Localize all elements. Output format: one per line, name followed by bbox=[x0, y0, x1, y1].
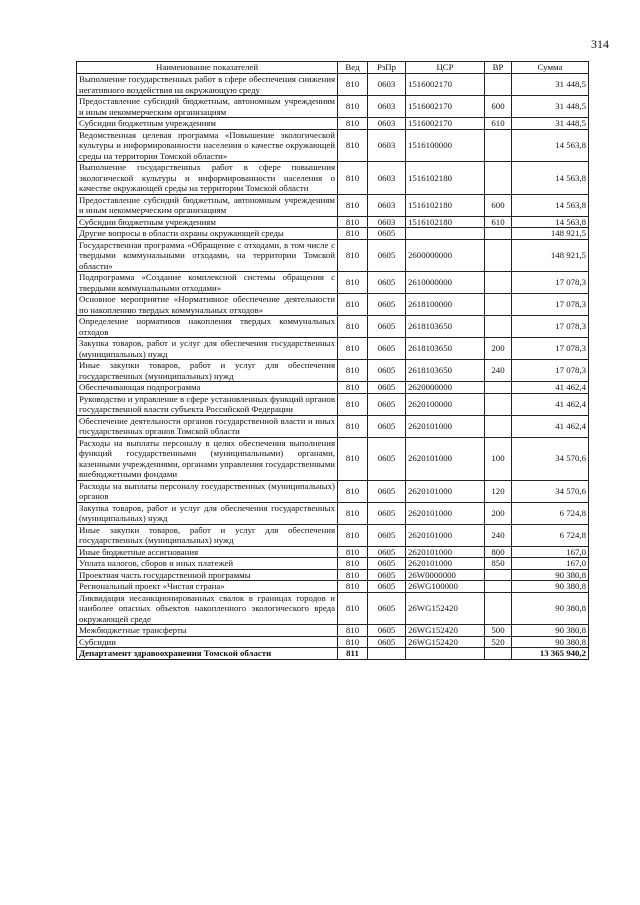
cell-sum: 90 380,8 bbox=[512, 636, 589, 648]
cell-ved: 810 bbox=[338, 569, 368, 581]
cell-vr: 800 bbox=[485, 546, 512, 558]
table-row bbox=[77, 294, 589, 316]
cell-ved: 810 bbox=[338, 216, 368, 228]
table-row bbox=[77, 437, 589, 480]
cell-rzpr: 0605 bbox=[368, 338, 406, 360]
cell-vr: 120 bbox=[485, 480, 512, 502]
cell-vr: 610 bbox=[485, 118, 512, 130]
table-row bbox=[77, 228, 589, 240]
cell-sum: 17 078,3 bbox=[512, 316, 589, 338]
cell-ved: 810 bbox=[338, 437, 368, 480]
cell-sum: 41 462,4 bbox=[512, 393, 589, 415]
cell-vr: 200 bbox=[485, 502, 512, 524]
cell-csr bbox=[406, 648, 485, 660]
cell-rzpr: 0605 bbox=[368, 636, 406, 648]
cell-rzpr: 0605 bbox=[368, 294, 406, 316]
cell-ved: 810 bbox=[338, 316, 368, 338]
cell-csr: 1516102180 bbox=[406, 162, 485, 195]
budget-table bbox=[76, 61, 589, 660]
cell-name: Ликвидация несанкционированных свалок в границах городов и наиболее опасных объектов накопленного экологического вреда окружающей среде bbox=[77, 592, 338, 625]
cell-name: Субсидии бюджетным учреждениям bbox=[77, 216, 338, 228]
cell-name: Закупка товаров, работ и услуг для обеспечения государственных (муниципальных) нужд bbox=[77, 338, 338, 360]
cell-name: Обеспечение деятельности органов государственной власти и иных государственных органов Томской области bbox=[77, 415, 338, 437]
cell-sum: 31 448,5 bbox=[512, 74, 589, 96]
cell-name: Ведомственная целевая программа «Повышение экологической культуры и информированности населения о качестве окружающей среды на территории Томской области» bbox=[77, 129, 338, 162]
table-row bbox=[77, 216, 589, 228]
cell-rzpr: 0605 bbox=[368, 569, 406, 581]
cell-ved: 810 bbox=[338, 194, 368, 216]
cell-rzpr: 0605 bbox=[368, 625, 406, 637]
cell-vr: 520 bbox=[485, 636, 512, 648]
page-number: 314 bbox=[591, 37, 609, 51]
cell-rzpr: 0603 bbox=[368, 96, 406, 118]
cell-ved: 810 bbox=[338, 239, 368, 272]
table-row bbox=[77, 625, 589, 637]
cell-csr: 2618103650 bbox=[406, 360, 485, 382]
table-row bbox=[77, 592, 589, 625]
table-row bbox=[77, 480, 589, 502]
table-row bbox=[77, 316, 589, 338]
cell-name: Расходы на выплаты персоналу в целях обеспечения выполнения функций государственными (муниципальными) органами, казенными учреждениями, органами управления государственными внебюджетными фондами bbox=[77, 437, 338, 480]
cell-csr: 2620101000 bbox=[406, 480, 485, 502]
cell-csr: 2620100000 bbox=[406, 393, 485, 415]
cell-vr: 600 bbox=[485, 96, 512, 118]
cell-name: Проектная часть государственной программы bbox=[77, 569, 338, 581]
cell-ved: 810 bbox=[338, 502, 368, 524]
cell-vr bbox=[485, 382, 512, 394]
cell-ved: 810 bbox=[338, 272, 368, 294]
cell-sum: 41 462,4 bbox=[512, 382, 589, 394]
cell-sum: 148 921,5 bbox=[512, 239, 589, 272]
cell-rzpr: 0605 bbox=[368, 360, 406, 382]
cell-sum: 90 380,8 bbox=[512, 569, 589, 581]
cell-csr: 26WG152420 bbox=[406, 636, 485, 648]
cell-sum: 90 380,8 bbox=[512, 625, 589, 637]
cell-csr: 2620101000 bbox=[406, 502, 485, 524]
cell-name: Предоставление субсидий бюджетным, автономным учреждениям и иным некоммерческим организациям bbox=[77, 96, 338, 118]
table-row bbox=[77, 74, 589, 96]
cell-sum: 90 380,8 bbox=[512, 581, 589, 593]
cell-sum: 167,0 bbox=[512, 558, 589, 570]
header-name: Наименование показателей bbox=[77, 62, 338, 74]
cell-name: Закупка товаров, работ и услуг для обеспечения государственных (муниципальных) нужд bbox=[77, 502, 338, 524]
cell-vr bbox=[485, 592, 512, 625]
header-ved: Вед bbox=[338, 62, 368, 74]
table-row bbox=[77, 558, 589, 570]
cell-rzpr: 0605 bbox=[368, 393, 406, 415]
cell-sum: 41 462,4 bbox=[512, 415, 589, 437]
cell-vr bbox=[485, 129, 512, 162]
table-row bbox=[77, 239, 589, 272]
cell-rzpr: 0605 bbox=[368, 415, 406, 437]
table-row bbox=[77, 524, 589, 546]
table-row bbox=[77, 382, 589, 394]
cell-csr: 26WG152420 bbox=[406, 625, 485, 637]
total-row bbox=[77, 648, 589, 660]
cell-rzpr: 0603 bbox=[368, 162, 406, 195]
cell-name: Уплата налогов, сборов и иных платежей bbox=[77, 558, 338, 570]
cell-vr bbox=[485, 648, 512, 660]
cell-vr bbox=[485, 239, 512, 272]
cell-name: Субсидии бюджетным учреждениям bbox=[77, 118, 338, 130]
cell-csr: 1516002170 bbox=[406, 74, 485, 96]
cell-sum: 31 448,5 bbox=[512, 96, 589, 118]
cell-rzpr: 0603 bbox=[368, 216, 406, 228]
cell-sum: 90 380,8 bbox=[512, 592, 589, 625]
table-row bbox=[77, 393, 589, 415]
cell-vr bbox=[485, 228, 512, 240]
cell-name: Государственная программа «Обращение с отходами, в том числе с твердыми коммунальными отходами, на территории Томской области» bbox=[77, 239, 338, 272]
cell-csr: 26WG100000 bbox=[406, 581, 485, 593]
table-row bbox=[77, 502, 589, 524]
cell-csr: 1516002170 bbox=[406, 118, 485, 130]
cell-name: Выполнение государственных работ в сфере обеспечения снижения негативного воздействия на окружающую среду bbox=[77, 74, 338, 96]
cell-rzpr: 0605 bbox=[368, 382, 406, 394]
cell-rzpr bbox=[368, 648, 406, 660]
cell-name: Выполнение государственных работ в сфере повышения экологической культуры и информированности населения о качестве окружающей среды на территории Томской области bbox=[77, 162, 338, 195]
cell-sum: 34 570,6 bbox=[512, 480, 589, 502]
cell-name: Иные закупки товаров, работ и услуг для обеспечения государственных (муниципальных) нужд bbox=[77, 524, 338, 546]
cell-vr bbox=[485, 162, 512, 195]
cell-ved: 810 bbox=[338, 393, 368, 415]
cell-vr bbox=[485, 316, 512, 338]
table-header-row bbox=[77, 62, 589, 74]
cell-name: Департамент здравоохранения Томской области bbox=[77, 648, 338, 660]
header-sum: Сумма bbox=[512, 62, 589, 74]
cell-rzpr: 0605 bbox=[368, 592, 406, 625]
cell-name: Основное мероприятие «Нормативное обеспечение деятельности по накоплению твердых коммунальных отходов» bbox=[77, 294, 338, 316]
cell-vr bbox=[485, 272, 512, 294]
table-row bbox=[77, 129, 589, 162]
cell-vr: 610 bbox=[485, 216, 512, 228]
cell-csr: 1516102180 bbox=[406, 216, 485, 228]
cell-rzpr: 0605 bbox=[368, 239, 406, 272]
cell-csr: 2600000000 bbox=[406, 239, 485, 272]
header-csr: ЦСР bbox=[406, 62, 485, 74]
table-body bbox=[77, 74, 589, 660]
cell-sum: 17 078,3 bbox=[512, 272, 589, 294]
cell-ved: 810 bbox=[338, 415, 368, 437]
cell-ved: 810 bbox=[338, 581, 368, 593]
cell-vr bbox=[485, 415, 512, 437]
cell-rzpr: 0603 bbox=[368, 194, 406, 216]
cell-vr: 100 bbox=[485, 437, 512, 480]
cell-rzpr: 0603 bbox=[368, 129, 406, 162]
cell-sum: 17 078,3 bbox=[512, 360, 589, 382]
table-row bbox=[77, 360, 589, 382]
cell-sum: 34 570,6 bbox=[512, 437, 589, 480]
cell-ved: 810 bbox=[338, 129, 368, 162]
cell-csr: 2620101000 bbox=[406, 437, 485, 480]
cell-vr: 200 bbox=[485, 338, 512, 360]
cell-rzpr: 0603 bbox=[368, 118, 406, 130]
table-row bbox=[77, 338, 589, 360]
cell-vr bbox=[485, 74, 512, 96]
cell-rzpr: 0605 bbox=[368, 480, 406, 502]
cell-name: Региональный проект «Чистая страна» bbox=[77, 581, 338, 593]
cell-ved: 810 bbox=[338, 228, 368, 240]
table-row bbox=[77, 96, 589, 118]
cell-sum: 14 563,8 bbox=[512, 129, 589, 162]
header-vr: ВР bbox=[485, 62, 512, 74]
cell-vr bbox=[485, 393, 512, 415]
table-row bbox=[77, 118, 589, 130]
cell-csr: 1516002170 bbox=[406, 96, 485, 118]
cell-rzpr: 0603 bbox=[368, 74, 406, 96]
cell-name: Обеспечивающая подпрограмма bbox=[77, 382, 338, 394]
cell-csr: 2618100000 bbox=[406, 294, 485, 316]
cell-csr: 26W0000000 bbox=[406, 569, 485, 581]
cell-csr: 2610000000 bbox=[406, 272, 485, 294]
cell-vr bbox=[485, 581, 512, 593]
cell-ved: 810 bbox=[338, 558, 368, 570]
cell-name: Другие вопросы в области охраны окружающей среды bbox=[77, 228, 338, 240]
cell-csr: 2618103650 bbox=[406, 316, 485, 338]
cell-rzpr: 0605 bbox=[368, 502, 406, 524]
cell-ved: 810 bbox=[338, 480, 368, 502]
cell-csr: 1516100000 bbox=[406, 129, 485, 162]
cell-ved: 811 bbox=[338, 648, 368, 660]
cell-csr: 2620101000 bbox=[406, 546, 485, 558]
cell-ved: 810 bbox=[338, 162, 368, 195]
cell-sum: 167,0 bbox=[512, 546, 589, 558]
cell-sum: 14 563,8 bbox=[512, 162, 589, 195]
table-row bbox=[77, 569, 589, 581]
cell-ved: 810 bbox=[338, 625, 368, 637]
cell-vr: 240 bbox=[485, 360, 512, 382]
cell-rzpr: 0605 bbox=[368, 228, 406, 240]
table-row bbox=[77, 546, 589, 558]
header-rzpr: РзПр bbox=[368, 62, 406, 74]
cell-rzpr: 0605 bbox=[368, 524, 406, 546]
cell-csr: 26WG152420 bbox=[406, 592, 485, 625]
cell-ved: 810 bbox=[338, 74, 368, 96]
cell-sum: 17 078,3 bbox=[512, 338, 589, 360]
cell-ved: 810 bbox=[338, 360, 368, 382]
cell-name: Иные закупки товаров, работ и услуг для обеспечения государственных (муниципальных) нужд bbox=[77, 360, 338, 382]
cell-rzpr: 0605 bbox=[368, 546, 406, 558]
table-row bbox=[77, 272, 589, 294]
cell-name: Предоставление субсидий бюджетным, автономным учреждениям и иным некоммерческим организациям bbox=[77, 194, 338, 216]
cell-csr: 2620101000 bbox=[406, 415, 485, 437]
cell-ved: 810 bbox=[338, 382, 368, 394]
cell-ved: 810 bbox=[338, 294, 368, 316]
table-row bbox=[77, 162, 589, 195]
cell-ved: 810 bbox=[338, 592, 368, 625]
cell-vr bbox=[485, 569, 512, 581]
cell-rzpr: 0605 bbox=[368, 581, 406, 593]
table-row bbox=[77, 194, 589, 216]
cell-name: Руководство и управление в сфере установленных функций органов государственной власти субъекта Российской Федерации bbox=[77, 393, 338, 415]
table-row bbox=[77, 415, 589, 437]
cell-name: Иные бюджетные ассигнования bbox=[77, 546, 338, 558]
cell-ved: 810 bbox=[338, 546, 368, 558]
cell-rzpr: 0605 bbox=[368, 558, 406, 570]
cell-sum: 13 365 940,2 bbox=[512, 648, 589, 660]
cell-vr: 240 bbox=[485, 524, 512, 546]
cell-ved: 810 bbox=[338, 338, 368, 360]
cell-sum: 14 563,8 bbox=[512, 194, 589, 216]
cell-sum: 31 448,5 bbox=[512, 118, 589, 130]
table-row bbox=[77, 636, 589, 648]
cell-name: Расходы на выплаты персоналу государственных (муниципальных) органов bbox=[77, 480, 338, 502]
cell-vr: 850 bbox=[485, 558, 512, 570]
cell-sum: 17 078,3 bbox=[512, 294, 589, 316]
cell-csr: 2620101000 bbox=[406, 558, 485, 570]
cell-ved: 810 bbox=[338, 636, 368, 648]
cell-ved: 810 bbox=[338, 524, 368, 546]
cell-csr: 2618103650 bbox=[406, 338, 485, 360]
cell-rzpr: 0605 bbox=[368, 272, 406, 294]
cell-name: Межбюджетные трансферты bbox=[77, 625, 338, 637]
cell-rzpr: 0605 bbox=[368, 316, 406, 338]
cell-sum: 6 724,8 bbox=[512, 524, 589, 546]
cell-ved: 810 bbox=[338, 118, 368, 130]
cell-rzpr: 0605 bbox=[368, 437, 406, 480]
cell-csr: 2620101000 bbox=[406, 524, 485, 546]
cell-sum: 14 563,8 bbox=[512, 216, 589, 228]
cell-csr: 2620000000 bbox=[406, 382, 485, 394]
cell-vr bbox=[485, 294, 512, 316]
cell-csr: 1516102180 bbox=[406, 194, 485, 216]
cell-name: Субсидии bbox=[77, 636, 338, 648]
cell-vr: 600 bbox=[485, 194, 512, 216]
cell-ved: 810 bbox=[338, 96, 368, 118]
cell-vr: 500 bbox=[485, 625, 512, 637]
table-row bbox=[77, 581, 589, 593]
cell-name: Подпрограмма «Создание комплексной системы обращения с твердыми коммунальными отходами» bbox=[77, 272, 338, 294]
cell-sum: 6 724,8 bbox=[512, 502, 589, 524]
cell-name: Определение нормативов накопления твердых коммунальных отходов bbox=[77, 316, 338, 338]
cell-sum: 148 921,5 bbox=[512, 228, 589, 240]
cell-csr bbox=[406, 228, 485, 240]
